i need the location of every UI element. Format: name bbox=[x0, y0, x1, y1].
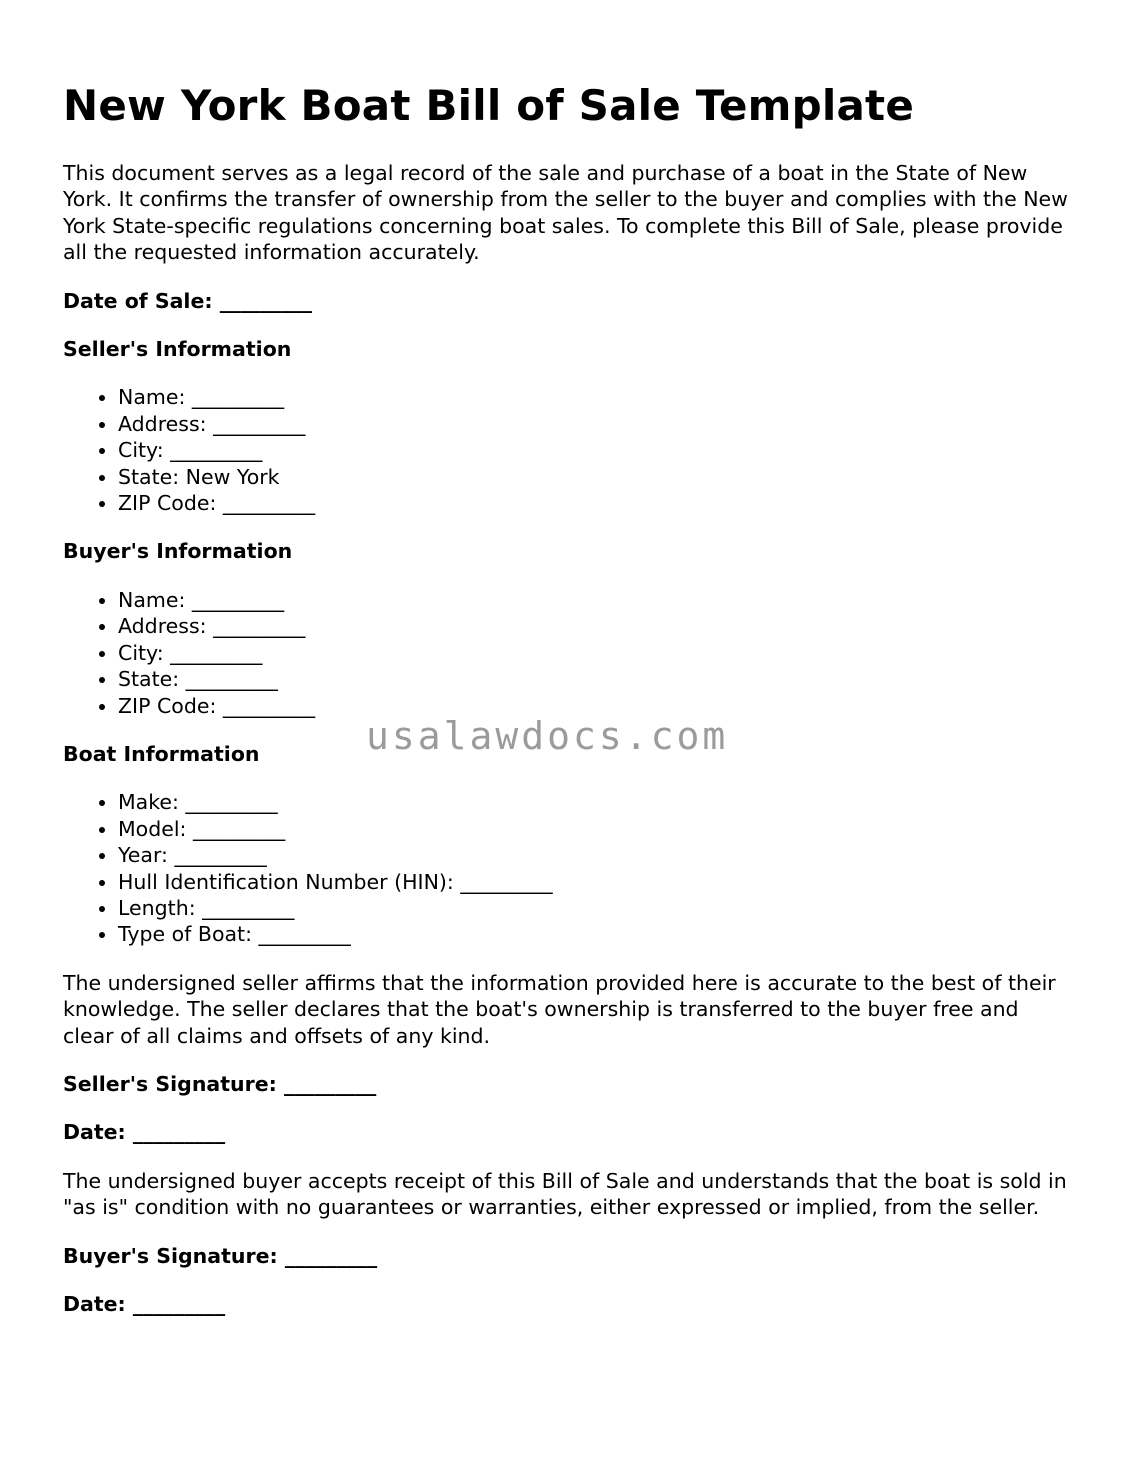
buyer-address-field: • Address: _________ bbox=[118, 613, 1073, 639]
buyer-city-field: • City: _________ bbox=[118, 640, 1073, 666]
boat-type-field: • Type of Boat: _________ bbox=[118, 921, 1073, 947]
boat-hin-field: • Hull Identification Number (HIN): _________ bbox=[118, 869, 1073, 895]
buyer-acceptance-paragraph: The undersigned buyer accepts receipt of this Bill of Sale and understands that the boat is sold in "as is" condition with no guarantees or warranties, either expressed or implied, from the seller. bbox=[63, 1168, 1067, 1220]
seller-signature-field: Seller's Signature: _________ bbox=[63, 1071, 377, 1096]
seller-date-field: Date: _________ bbox=[63, 1120, 226, 1145]
boat-model-field: • Model: _________ bbox=[118, 816, 1073, 842]
boat-length-field: • Length: _________ bbox=[118, 895, 1073, 921]
seller-zip-field: • ZIP Code: _________ bbox=[118, 490, 1073, 516]
watermark-text: usalawdocs.com bbox=[366, 714, 729, 758]
seller-city-field: • City: _________ bbox=[118, 437, 1073, 463]
page-title: New York Boat Bill of Sale Template bbox=[63, 81, 914, 130]
document-page bbox=[63, 78, 1073, 1339]
buyer-state-field: • State: _________ bbox=[118, 666, 1073, 692]
seller-info-list bbox=[63, 384, 1073, 516]
seller-name-field: • Name: _________ bbox=[118, 384, 1073, 410]
seller-state-field: • State: New York bbox=[118, 464, 1073, 490]
boat-info-heading: Boat Information bbox=[63, 741, 260, 766]
boat-year-field: • Year: _________ bbox=[118, 842, 1073, 868]
buyer-name-field: • Name: _________ bbox=[118, 587, 1073, 613]
buyer-date-field: Date: _________ bbox=[63, 1292, 226, 1316]
seller-address-field: • Address: _________ bbox=[118, 411, 1073, 437]
buyer-signature-field: Buyer's Signature: _________ bbox=[63, 1243, 378, 1268]
buyer-info-heading: Buyer's Information bbox=[63, 539, 293, 564]
buyer-info-list bbox=[63, 587, 1073, 719]
seller-info-heading: Seller's Information bbox=[63, 337, 292, 362]
date-of-sale-field: Date of Sale: _________ bbox=[63, 288, 312, 313]
buyer-zip-field: • ZIP Code: _________ bbox=[118, 693, 1073, 719]
boat-make-field: • Make: _________ bbox=[118, 789, 1073, 815]
boat-info-list bbox=[63, 789, 1073, 947]
intro-paragraph: This document serves as a legal record of the sale and purchase of a boat in the State of New York. It confirms the transfer of ownership from the seller to the buyer and complies with the New York State-specific regulations concerning boat sales. To complete this Bill of Sale, please provide all the requested information accurately. bbox=[63, 161, 1068, 265]
seller-affirmation-paragraph: The undersigned seller affirms that the information provided here is accurate to the best of their knowledge. The seller declares that the boat's ownership is transferred to the buyer free and clear of all claims and offsets of any kind. bbox=[63, 970, 1056, 1048]
